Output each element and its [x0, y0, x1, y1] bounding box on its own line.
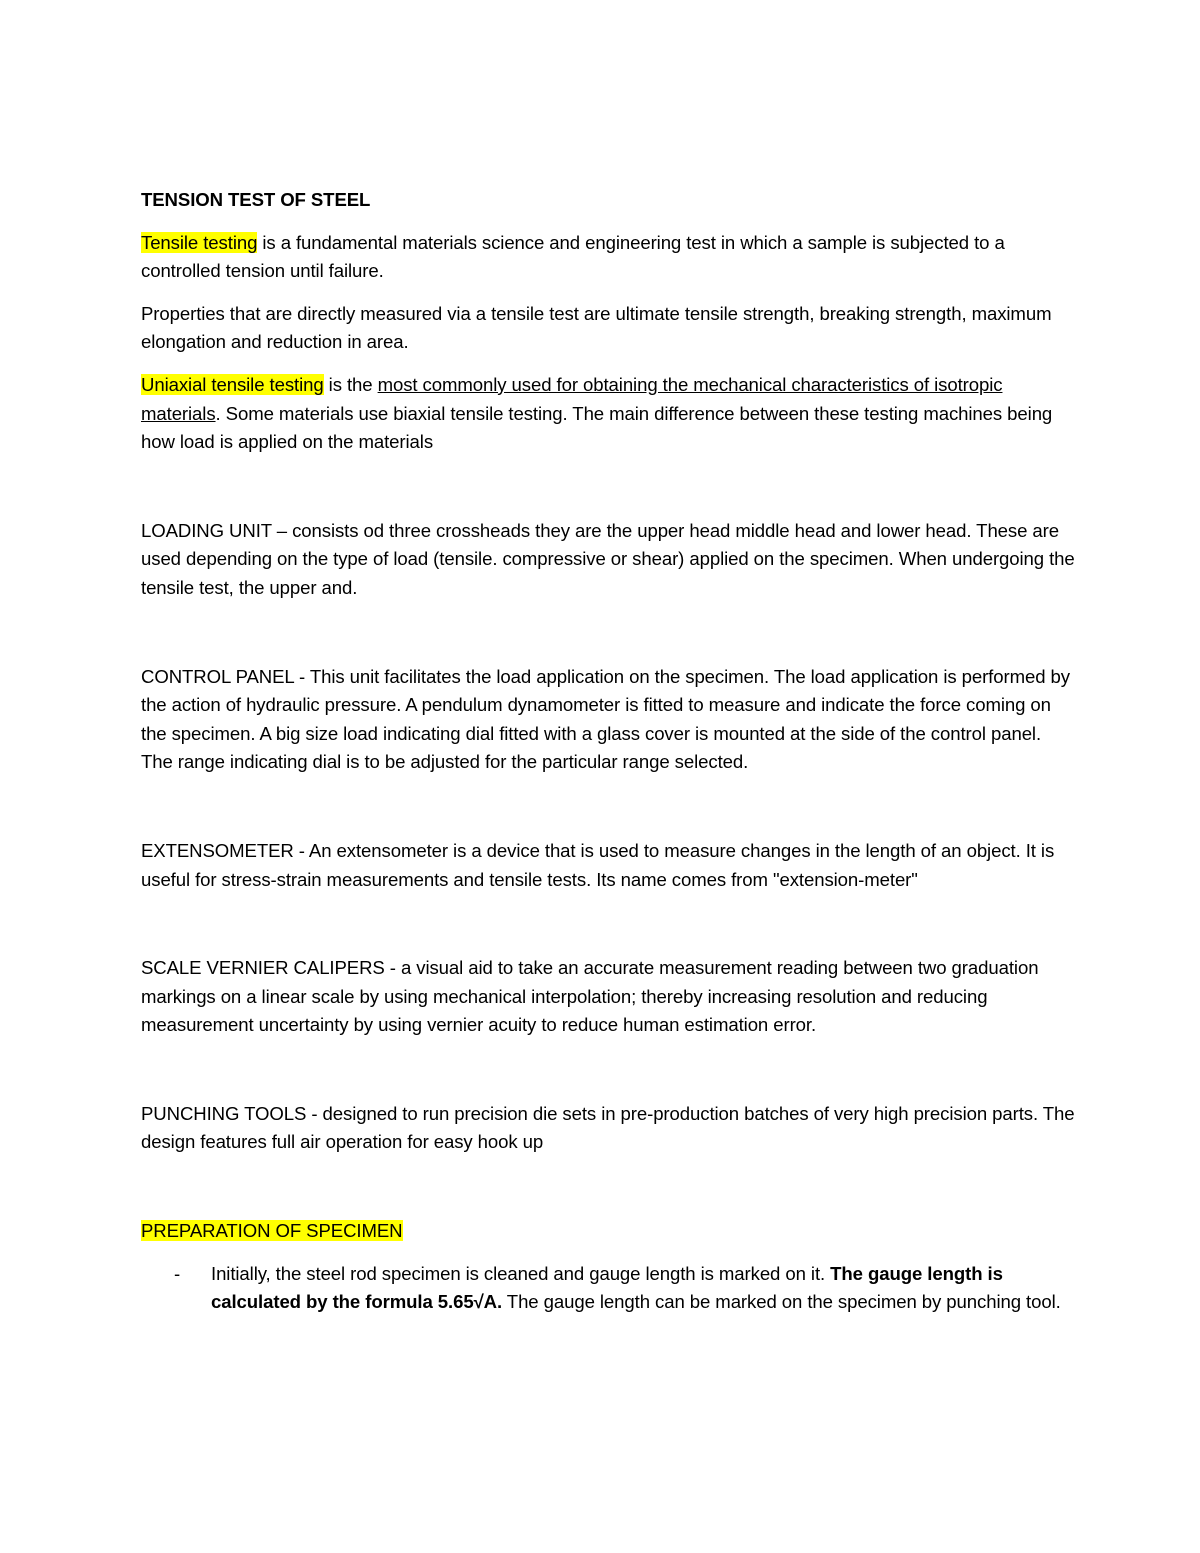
- preparation-list: [141, 1260, 1076, 1317]
- control-panel-paragraph: CONTROL PANEL - This unit facilitates the load application on the specimen. The load application is performed by the action of hydraulic pressure. A pendulum dynamometer is fitted to measure and indicate the force coming on the specimen. A big size load indicating dial fitted with a glass cover is mounted at the side of the control panel. The range indicating dial is to be adjusted for the particular range selected.: [141, 665, 1070, 773]
- uniaxial-rest-text: . Some materials use biaxial tensile testing. The main difference between these testing machines being how load is applied on the materials: [141, 402, 1053, 453]
- document-body: [141, 186, 1076, 1317]
- properties-paragraph: Properties that are directly measured via a tensile test are ultimate tensile strength, breaking strength, maximum elongation and reduction in area.: [141, 302, 1052, 353]
- preparation-heading: [141, 1217, 1076, 1246]
- uniaxial-paragraph: [141, 371, 1076, 457]
- underlined-phrase: most commonly used for obtaining the mechanical characteristics of isotropic materials: [141, 373, 1003, 424]
- highlighted-term-tensile-testing: Tensile testing: [141, 231, 258, 253]
- bullet-bold-text: The gauge length is calculated by the formula 5.65√A.: [211, 1262, 1003, 1313]
- intro-paragraph: [141, 229, 1076, 286]
- extensometer-paragraph: EXTENSOMETER - An extensometer is a device that is used to measure changes in the length of an object. It is useful for stress-strain measurements and tensile tests. Its name comes from "extension-meter": [141, 839, 1055, 890]
- intro-text: is a fundamental materials science and engineering test in which a sample is subjected to a controlled tension until failure.: [141, 231, 1005, 282]
- bullet-text: Initially, the steel rod specimen is cleaned and gauge length is marked on it.: [211, 1262, 831, 1284]
- uniaxial-mid-text: is the: [323, 373, 378, 395]
- bullet-after-text: The gauge length can be marked on the specimen by punching tool.: [502, 1291, 1061, 1313]
- highlighted-term-uniaxial: Uniaxial tensile testing: [141, 373, 324, 395]
- highlighted-heading: PREPARATION OF SPECIMEN: [141, 1220, 403, 1242]
- punching-tools-paragraph: PUNCHING TOOLS - designed to run precision die sets in pre-production batches of very high precision parts. The design features full air operation for easy hook up: [141, 1102, 1075, 1153]
- dash-bullet: -: [174, 1262, 181, 1284]
- loading-unit-paragraph: LOADING UNIT – consists od three crossheads they are the upper head middle head and lower head. These are used depending on the type of load (tensile. compressive or shear) applied on the specimen. When undergoing the tensile test, the upper and.: [141, 519, 1075, 598]
- document-title: TENSION TEST OF STEEL: [141, 189, 371, 210]
- list-item: [141, 1260, 1076, 1317]
- vernier-paragraph: SCALE VERNIER CALIPERS - a visual aid to take an accurate measurement reading between two graduation markings on a linear scale by using mechanical interpolation; thereby increasing resolution and reducing measurement uncertainty by using vernier acuity to reduce human estimation error.: [141, 957, 1039, 1036]
